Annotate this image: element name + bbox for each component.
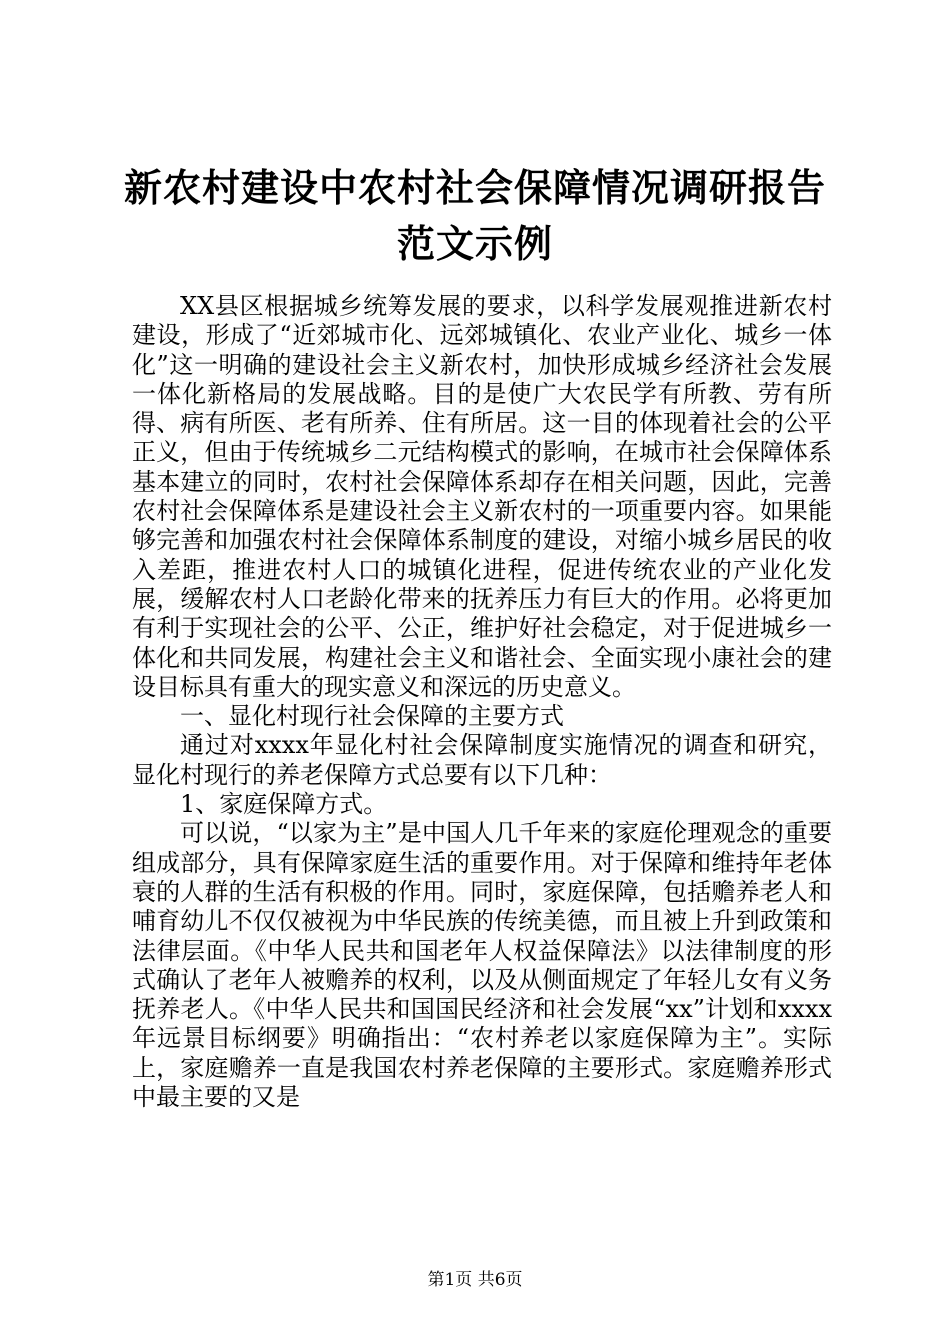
subsection-heading-1: 1、家庭保障方式。	[180, 790, 388, 819]
document-body	[132, 292, 832, 1112]
section-heading-1: 一、显化村现行社会保障的主要方式	[180, 702, 564, 731]
document-title: 新农村建设中农村社会保障情况调研报告范文示例	[123, 165, 826, 266]
paragraph-survey: 通过对xxxx年显化村社会保障制度实施情况的调查和研究，显化村现行的养老保障方式总要有以下几种：	[132, 731, 832, 789]
paragraph-family-support: 可以说，“以家为主”是中国人几千年来的家庭伦理观念的重要组成部分，具有保障家庭生活的重要作用。对于保障和维持年老体衰的人群的生活有积极的作用。同时，家庭保障，包括赡养老人和哺育幼儿不仅仅被视为中华民族的传统美德，而且被上升到政策和法律层面。《中华人民共和国老年人权益保障法》以法律制度的形式确认了老年人被赡养的权利，以及从侧面规定了年轻儿女有义务抚养老人。《中华人民共和国国民经济和社会发展“xx”计划和xxxx年远景目标纲要》明确指出：“农村养老以家庭保障为主”。实际上，家庭赡养一直是我国农村养老保障的主要形式。家庭赡养形式中最主要的又是	[132, 819, 832, 1112]
page-number-footer: 第1页 共6页	[427, 1270, 523, 1290]
paragraph-intro: XX县区根据城乡统筹发展的要求，以科学发展观推进新农村建设，形成了“近郊城市化、远郊城镇化、农业产业化、城乡一体化”这一明确的建设社会主义新农村，加快形成城乡经济社会发展一体化新格局的发展战略。目的是使广大农民学有所教、劳有所得、病有所医、老有所养、住有所居。这一目的体现着社会的公平正义，但由于传统城乡二元结构模式的影响，在城市社会保障体系基本建立的同时，农村社会保障体系却存在相关问题，因此，完善农村社会保障体系是建设社会主义新农村的一项重要内容。如果能够完善和加强农村社会保障体系制度的建设，对缩小城乡居民的收入差距，推进农村人口的城镇化进程，促进传统农业的产业化发展，缓解农村人口老龄化带来的抚养压力有巨大的作用。必将更加有利于实现社会的公平、公正，维护好社会稳定，对于促进城乡一体化和共同发展，构建社会主义和谐社会、全面实现小康社会的建设目标具有重大的现实意义和深远的历史意义。	[132, 292, 832, 701]
